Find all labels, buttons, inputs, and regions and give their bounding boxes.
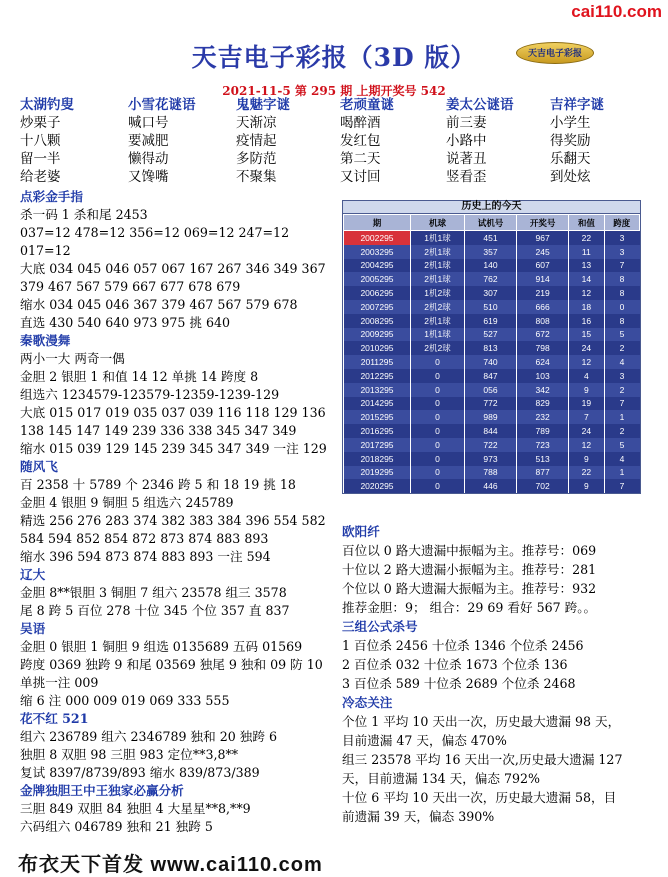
table-cell: 722 <box>464 438 516 452</box>
table-cell: 829 <box>517 397 569 411</box>
riddle-heading: 小雪花谜语 <box>128 97 196 113</box>
riddle-line: 第二天 <box>340 151 381 167</box>
section-line: 584 594 852 854 872 873 874 883 893 <box>20 531 269 546</box>
riddle-line: 又馋嘴 <box>128 169 169 185</box>
section-line: 缩水 034 045 046 367 379 467 567 579 678 <box>20 297 298 312</box>
table-cell: 2 <box>604 383 639 397</box>
right-column <box>342 522 662 826</box>
table-cell: 2010295 <box>344 341 411 355</box>
table-cell: 2008295 <box>344 314 411 328</box>
table-cell: 2014295 <box>344 397 411 411</box>
section-title: 随风飞 <box>20 459 58 474</box>
table-cell: 2019295 <box>344 466 411 480</box>
riddle-heading: 太湖钓叟 <box>20 97 74 113</box>
riddle-line: 得奖励 <box>550 133 591 149</box>
riddle-column <box>446 96 546 186</box>
riddle-column <box>236 96 336 186</box>
riddle-line: 多防范 <box>236 151 277 167</box>
section-title: 辽大 <box>20 567 46 582</box>
table-cell: 624 <box>517 355 569 369</box>
history-header-cell: 跨度 <box>604 215 639 231</box>
section-line: 三胆 849 双胆 84 独胆 4 大星星**8,**9 <box>20 801 251 816</box>
table-cell: 772 <box>464 397 516 411</box>
section-line: 138 145 147 149 239 336 338 345 347 349 <box>20 423 297 438</box>
table-cell: 607 <box>517 259 569 273</box>
table-cell: 1机1球 <box>410 328 464 342</box>
section-title: 秦歌漫舞 <box>20 333 71 348</box>
table-cell: 0 <box>410 479 464 493</box>
section-line: 目前遗漏 47 天，偏态 470% <box>342 733 507 748</box>
section-line: 金胆 0 银胆 1 铜胆 9 组选 0135689 五码 01569 <box>20 639 303 654</box>
footer-banner: 布衣天下首发 www.cai110.com <box>18 854 323 876</box>
section-title: 吴语 <box>20 621 46 636</box>
table-cell: 3 <box>604 231 639 245</box>
section-line: 十位 6 平均 10 天出一次，历史最大遗漏 58，目 <box>342 790 617 805</box>
section-line: 两小一大 两奇一偶 <box>20 351 125 366</box>
riddle-line: 喊口号 <box>128 115 169 131</box>
table-cell: 2018295 <box>344 452 411 466</box>
table-cell: 967 <box>517 231 569 245</box>
section-line: 十位以 2 路大遗漏小振幅为主。推荐号：281 <box>342 562 597 577</box>
riddle-line: 要减肥 <box>128 133 169 149</box>
history-header-cell: 试机号 <box>464 215 516 231</box>
table-cell: 18 <box>569 300 604 314</box>
table-cell: 5 <box>604 328 639 342</box>
page-title: 天吉电子彩报（3D 版） <box>191 43 477 72</box>
table-cell: 219 <box>517 286 569 300</box>
section-line: 379 467 567 579 667 677 678 679 <box>20 279 241 294</box>
table-row <box>344 300 640 314</box>
section-line: 精选 256 276 283 374 382 383 384 396 554 582 <box>20 513 326 528</box>
table-cell: 7 <box>604 259 639 273</box>
table-cell: 2020295 <box>344 479 411 493</box>
section-line: 推荐金胆：9； 组合：29 69 看好 567 跨。。 <box>342 600 597 615</box>
table-cell: 973 <box>464 452 516 466</box>
table-cell: 666 <box>517 300 569 314</box>
table-row <box>344 410 640 424</box>
table-row <box>344 355 640 369</box>
section-line: 缩水 396 594 873 874 883 893 一注 594 <box>20 549 271 564</box>
table-cell: 877 <box>517 466 569 480</box>
table-cell: 2007295 <box>344 300 411 314</box>
table-row <box>344 466 640 480</box>
table-row <box>344 438 640 452</box>
table-row <box>344 383 640 397</box>
table-cell: 2009295 <box>344 328 411 342</box>
table-cell: 2机2球 <box>410 300 464 314</box>
table-cell: 103 <box>517 369 569 383</box>
table-row <box>344 245 640 259</box>
riddle-line: 小路中 <box>446 133 487 149</box>
table-cell: 989 <box>464 410 516 424</box>
table-cell: 2004295 <box>344 259 411 273</box>
riddle-line: 又讨回 <box>340 169 381 185</box>
table-cell: 789 <box>517 424 569 438</box>
table-cell: 740 <box>464 355 516 369</box>
history-grid <box>343 214 640 493</box>
table-cell: 0 <box>410 452 464 466</box>
section-line: 直选 430 540 640 973 975 挑 640 <box>20 315 231 330</box>
table-cell: 232 <box>517 410 569 424</box>
table-cell: 2002295 <box>344 231 411 245</box>
table-cell: 7 <box>604 397 639 411</box>
table-cell: 056 <box>464 383 516 397</box>
riddle-line: 留一半 <box>20 151 61 167</box>
table-cell: 2005295 <box>344 272 411 286</box>
table-cell: 527 <box>464 328 516 342</box>
table-cell: 798 <box>517 341 569 355</box>
riddle-heading: 吉祥字谜 <box>550 97 604 113</box>
riddle-line: 发红包 <box>340 133 381 149</box>
section-line: 2 百位杀 032 十位杀 1673 个位杀 136 <box>342 657 568 672</box>
section-line: 金胆 8**银胆 3 铜胆 7 组六 23578 组三 3578 <box>20 585 287 600</box>
table-row <box>344 328 640 342</box>
table-cell: 2015295 <box>344 410 411 424</box>
section-line: 组三 23578 平均 16 天出一次,历史最大遗漏 127 <box>342 752 623 767</box>
section-line: 金胆 2 银胆 1 和值 14 12 单挑 14 跨度 8 <box>20 369 259 384</box>
section-line: 天，目前遗漏 134 天，偏态 792% <box>342 771 540 786</box>
section-line: 杀一码 1 杀和尾 2453 <box>20 207 148 222</box>
table-cell: 14 <box>569 272 604 286</box>
table-cell: 9 <box>569 452 604 466</box>
section-line: 1 百位杀 2456 十位杀 1346 个位杀 2456 <box>342 638 584 653</box>
section-line: 金胆 4 银胆 9 铜胆 5 组选六 245789 <box>20 495 234 510</box>
table-cell: 140 <box>464 259 516 273</box>
riddle-heading: 鬼魅字谜 <box>236 97 290 113</box>
table-cell: 847 <box>464 369 516 383</box>
history-header-cell: 机球 <box>410 215 464 231</box>
table-cell: 2016295 <box>344 424 411 438</box>
table-cell: 2 <box>604 424 639 438</box>
table-cell: 19 <box>569 397 604 411</box>
riddle-line: 前三妻 <box>446 115 487 131</box>
table-cell: 24 <box>569 424 604 438</box>
table-cell: 8 <box>604 272 639 286</box>
table-cell: 0 <box>410 438 464 452</box>
table-cell: 4 <box>604 452 639 466</box>
section-line: 跨度 0369 独跨 9 和尾 03569 独尾 9 独和 09 防 10 <box>20 657 323 672</box>
riddle-line: 不聚集 <box>236 169 277 185</box>
history-caption: 历史上的今天 <box>343 201 640 214</box>
riddle-line: 十八颗 <box>20 133 61 149</box>
section-title: 三组公式杀号 <box>342 619 418 634</box>
left-column <box>20 188 340 836</box>
table-cell: 9 <box>569 479 604 493</box>
table-cell: 2 <box>604 341 639 355</box>
table-cell: 3 <box>604 369 639 383</box>
riddle-line: 乐翻天 <box>550 151 591 167</box>
section-line: 组选六 1234579-123579-12359-1239-129 <box>20 387 280 402</box>
table-row <box>344 341 640 355</box>
table-cell: 2机1球 <box>410 314 464 328</box>
table-cell: 914 <box>517 272 569 286</box>
table-cell: 762 <box>464 272 516 286</box>
riddle-line: 竖看歪 <box>446 169 487 185</box>
table-cell: 451 <box>464 231 516 245</box>
section-line: 独胆 8 双胆 98 三胆 983 定位**3,8** <box>20 747 239 762</box>
table-cell: 9 <box>569 383 604 397</box>
section-line: 六码组六 046789 独和 21 独跨 5 <box>20 819 213 834</box>
riddle-line: 懒得动 <box>128 151 169 167</box>
table-cell: 0 <box>410 355 464 369</box>
section-line: 缩水 015 039 129 145 239 345 347 349 一注 129 <box>20 441 327 456</box>
riddle-line: 天渐凉 <box>236 115 277 131</box>
riddle-column <box>128 96 228 186</box>
riddle-column <box>340 96 440 186</box>
riddle-heading: 老顽童谜 <box>340 97 394 113</box>
table-cell: 22 <box>569 466 604 480</box>
table-row <box>344 452 640 466</box>
table-cell: 8 <box>604 314 639 328</box>
table-row <box>344 424 640 438</box>
section-line: 3 百位杀 589 十位杀 2689 个位杀 2468 <box>342 676 576 691</box>
section-line: 前遗漏 39 天，偏态 390% <box>342 809 495 824</box>
riddle-line: 炒栗子 <box>20 115 61 131</box>
table-cell: 1机2球 <box>410 286 464 300</box>
table-cell: 510 <box>464 300 516 314</box>
table-cell: 7 <box>569 410 604 424</box>
section-line: 个位 1 平均 10 天出一次，历史最大遗漏 98 天， <box>342 714 621 729</box>
table-cell: 619 <box>464 314 516 328</box>
logo-badge: 天吉电子彩报 <box>516 42 594 64</box>
table-cell: 2006295 <box>344 286 411 300</box>
riddle-column <box>20 96 120 186</box>
section-title: 金牌独胆王中王独家必赢分析 <box>20 783 184 798</box>
section-line: 个位以 0 路大遗漏大振幅为主。推荐号：932 <box>342 581 597 596</box>
table-cell: 357 <box>464 245 516 259</box>
riddle-heading: 姜太公谜语 <box>446 97 514 113</box>
section-title: 点彩金手指 <box>20 189 83 204</box>
table-row <box>344 272 640 286</box>
table-cell: 4 <box>604 355 639 369</box>
table-cell: 5 <box>604 438 639 452</box>
section-line: 大底 034 045 046 057 067 167 267 346 349 367 <box>20 261 326 276</box>
table-cell: 513 <box>517 452 569 466</box>
table-row <box>344 397 640 411</box>
table-cell: 2机1球 <box>410 272 464 286</box>
table-cell: 2机2球 <box>410 341 464 355</box>
table-cell: 844 <box>464 424 516 438</box>
table-cell: 2017295 <box>344 438 411 452</box>
table-cell: 245 <box>517 245 569 259</box>
section-line: 单挑一注 009 <box>20 675 99 690</box>
table-cell: 12 <box>569 286 604 300</box>
table-cell: 12 <box>569 355 604 369</box>
riddle-line: 喝醉酒 <box>340 115 381 131</box>
table-cell: 1机1球 <box>410 231 464 245</box>
history-table <box>342 200 641 494</box>
table-cell: 2机1球 <box>410 259 464 273</box>
section-title: 欧阳纤 <box>342 524 380 539</box>
history-header-cell: 期 <box>344 215 411 231</box>
section-title: 冷态关注 <box>342 695 393 710</box>
table-row <box>344 286 640 300</box>
table-cell: 0 <box>410 424 464 438</box>
table-cell: 4 <box>569 369 604 383</box>
table-row <box>344 314 640 328</box>
table-cell: 342 <box>517 383 569 397</box>
table-cell: 1 <box>604 466 639 480</box>
table-cell: 15 <box>569 328 604 342</box>
table-cell: 813 <box>464 341 516 355</box>
table-cell: 12 <box>569 438 604 452</box>
table-cell: 702 <box>517 479 569 493</box>
table-cell: 2012295 <box>344 369 411 383</box>
table-cell: 2013295 <box>344 383 411 397</box>
riddle-column <box>550 96 650 186</box>
table-cell: 0 <box>410 383 464 397</box>
riddle-line: 给老婆 <box>20 169 61 185</box>
section-line: 037=12 478=12 356=12 069=12 247=12 017=12 <box>20 225 290 258</box>
section-line: 组六 236789 组六 2346789 独和 20 独跨 6 <box>20 729 277 744</box>
table-cell: 723 <box>517 438 569 452</box>
table-cell: 0 <box>410 369 464 383</box>
table-cell: 3 <box>604 245 639 259</box>
table-cell: 2机1球 <box>410 245 464 259</box>
section-line: 复试 8397/8739/893 缩水 839/873/389 <box>20 765 260 780</box>
table-cell: 0 <box>604 300 639 314</box>
table-cell: 24 <box>569 341 604 355</box>
table-cell: 11 <box>569 245 604 259</box>
table-cell: 16 <box>569 314 604 328</box>
table-cell: 13 <box>569 259 604 273</box>
table-cell: 0 <box>410 397 464 411</box>
history-header-cell: 开奖号 <box>517 215 569 231</box>
section-line: 缩 6 注 000 009 019 069 333 555 <box>20 693 230 708</box>
table-cell: 2011295 <box>344 355 411 369</box>
table-cell: 788 <box>464 466 516 480</box>
table-cell: 0 <box>410 410 464 424</box>
table-cell: 8 <box>604 286 639 300</box>
issue-line: 2021-11-5 第 295 期 上期开奖号 542 <box>222 84 446 98</box>
riddle-line: 小学生 <box>550 115 591 131</box>
table-cell: 446 <box>464 479 516 493</box>
section-line: 百 2358 十 5789 个 2346 跨 5 和 18 19 挑 18 <box>20 477 296 492</box>
section-line: 大底 015 017 019 035 037 039 116 118 129 136 <box>20 405 326 420</box>
table-cell: 808 <box>517 314 569 328</box>
table-cell: 1 <box>604 410 639 424</box>
table-cell: 307 <box>464 286 516 300</box>
table-cell: 2003295 <box>344 245 411 259</box>
table-row <box>344 259 640 273</box>
section-title: 花不红 521 <box>20 711 89 726</box>
table-cell: 7 <box>604 479 639 493</box>
riddle-line: 到处炫 <box>550 169 591 185</box>
table-cell: 0 <box>410 466 464 480</box>
table-cell: 22 <box>569 231 604 245</box>
table-row <box>344 369 640 383</box>
table-row <box>344 231 640 245</box>
riddle-line: 说著丑 <box>446 151 487 167</box>
riddle-line: 疫情起 <box>236 133 277 149</box>
table-row <box>344 479 640 493</box>
site-url[interactable]: cai110.com <box>571 2 662 21</box>
section-line: 尾 8 跨 5 百位 278 十位 345 个位 357 直 837 <box>20 603 290 618</box>
table-cell: 672 <box>517 328 569 342</box>
section-line: 百位以 0 路大遗漏中振幅为主。推荐号：069 <box>342 543 597 558</box>
history-header-cell: 和值 <box>569 215 604 231</box>
